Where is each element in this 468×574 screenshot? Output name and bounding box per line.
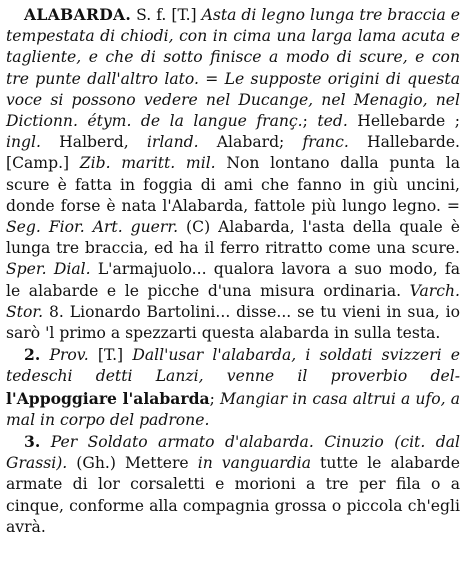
sense-2-text-3: Mangiar in casa altrui a ufo, a mal in corpo del padrone.: [6, 389, 460, 429]
part-of-speech: S. f.: [131, 6, 172, 24]
lang-ingl: ingl.: [6, 133, 41, 152]
lang-irland: irland.: [146, 133, 199, 152]
quote-sper: L'armajuolo... qualora lavora a suo modo, fa le alabarde e le picche d'una misura ordinaria.: [6, 260, 460, 300]
sense-2-bold-phrase: l'Appoggiare l'alabarda: [6, 388, 210, 408]
sense-3-gh: (Gh.) Mettere: [67, 454, 198, 473]
sense-2-text-1: Dall'usar l'alabarda, i soldati svizzeri e tedeschi detti Lanzi, venne il proverbio del-: [6, 346, 460, 386]
sense-2-text-2: ;: [209, 389, 221, 408]
word-franc: Hallebarde. [Camp.]: [6, 133, 460, 173]
sense-2: [6, 344, 460, 431]
separator-1: =: [198, 69, 225, 88]
origins-note: Le supposte origini di questa voce si possono vedere nel Ducange, nel Menagio, nel Dictionn. étym. de la langue franç.: [6, 69, 460, 131]
definition-1: Asta di legno lunga tre braccia e tempestata di chiodi, con in cima una larga lama acuta e tagliente, e che di sotto finisce a modo di scure, e con tre punte dall'altro lato.: [6, 6, 460, 88]
entry-alabarda: [6, 4, 460, 344]
separator-3: =: [440, 196, 460, 215]
word-irland: Alabard;: [198, 133, 303, 152]
sense-3: [6, 431, 460, 538]
lang-franc: franc.: [302, 133, 349, 152]
quote-zib: Non lontano dalla punta la scure è fatta in foggia di ami che fanno in giù uncini, donde forse è nata l'Alabarda, fattole più lungo legno.: [6, 154, 460, 215]
sense-2-prov: Prov.: [40, 346, 98, 365]
sense-3-text-2: tutte le alabarde armate di lor corsaletti e morioni a tre per fila o a cinque, conforme alla compagnia grossa o piccola ch'egli avrà.: [6, 454, 460, 536]
sense-2-tag: [T.]: [97, 346, 133, 365]
source-varch: Varch. Stor.: [6, 281, 460, 321]
quote-seg: (C) Alabarda, l'asta della quale è lunga tre braccia, ed ha il ferro ritratto come una scure.: [6, 218, 460, 258]
source-zib: Zib. maritt. mil.: [79, 154, 216, 173]
separator-2: ;: [302, 112, 318, 131]
word-ted: Hellebarde ;: [347, 112, 460, 131]
quote-varch: 8. Lionardo Bartolini... disse... se tu vieni in sua, io sarò 'l primo a spezzarti questa alabarda in sulla testa.: [6, 302, 460, 343]
source-sper: Sper. Dial.: [6, 260, 91, 279]
source-seg: Seg. Fior. Art. guerr.: [6, 218, 179, 237]
sense-3-text-1: Per Soldato armato d'alabarda. Cinuzio (cit. dal Grassi).: [6, 433, 460, 473]
headword: ALABARDA.: [24, 5, 132, 24]
sense-3-vanguardia: in vanguardia: [197, 454, 311, 473]
sense-3-number: 3.: [24, 432, 41, 452]
sense-2-number: 2.: [24, 345, 41, 365]
lang-ted: ted.: [317, 112, 348, 131]
tag-t: [T.]: [171, 6, 197, 24]
word-ingl: Halberd,: [40, 133, 147, 152]
